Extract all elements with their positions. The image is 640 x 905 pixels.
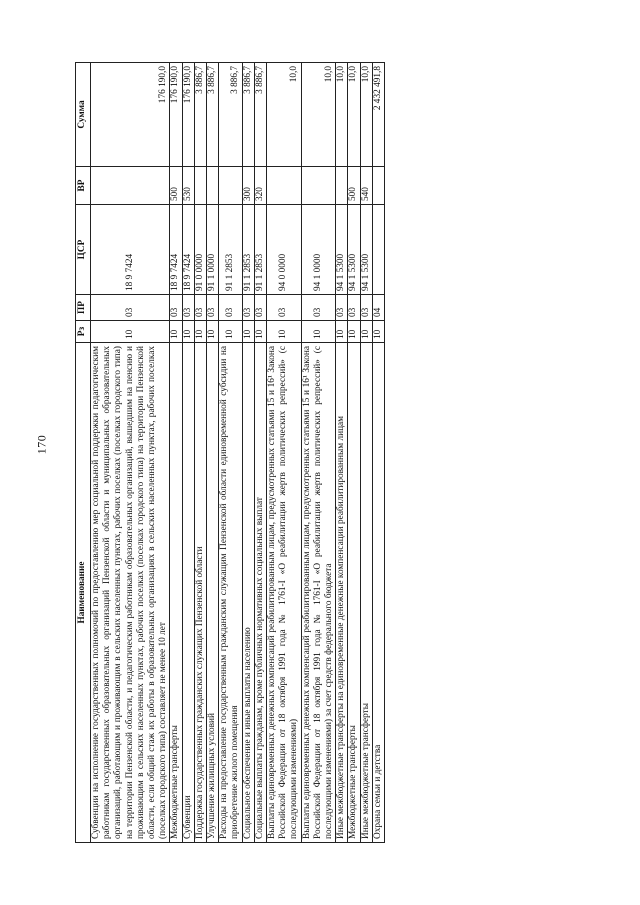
- row-sum: 3 886,7: [194, 63, 206, 167]
- row-vr: 500: [170, 167, 182, 205]
- row-rz: 10: [267, 321, 302, 343]
- table-row: [254, 63, 266, 843]
- row-sum: 10,0: [267, 63, 302, 167]
- row-rz: 10: [372, 321, 384, 343]
- row-pr: 03: [219, 295, 242, 321]
- table-row: [372, 63, 384, 843]
- row-sum: 3 886,7: [242, 63, 254, 167]
- header-pr: ПР: [76, 295, 91, 321]
- row-vr: 300: [242, 167, 254, 205]
- row-rz: 10: [242, 321, 254, 343]
- row-name: Расходы на предоставление государственным гражданским служащим Пензенской области единовременной субсидии на приобретение жилого помещения: [219, 343, 242, 843]
- table-row: [348, 63, 360, 843]
- table-row: [360, 63, 372, 843]
- row-sum: 176 190,0: [91, 63, 170, 167]
- row-vr: 530: [182, 167, 194, 205]
- table-row: [336, 63, 348, 843]
- header-csr: ЦСР: [76, 205, 91, 295]
- row-rz: 10: [182, 321, 194, 343]
- rotated-page-content: [75, 63, 567, 843]
- row-vr: 320: [254, 167, 266, 205]
- table-row: [182, 63, 194, 843]
- row-sum: 3 886,7: [219, 63, 242, 167]
- row-csr: 91 1 0000: [207, 205, 219, 295]
- row-sum: 3 886,7: [254, 63, 266, 167]
- row-sum: 10,0: [348, 63, 360, 167]
- row-name: Улучшение жилищных условий: [207, 343, 219, 843]
- row-csr: 91 1 2853: [242, 205, 254, 295]
- row-sum: 176 190,0: [170, 63, 182, 167]
- row-vr: [219, 167, 242, 205]
- row-pr: 03: [360, 295, 372, 321]
- row-name: Иные межбюджетные трансферты на единовременные денежные компенсации реабилитированным лицам: [336, 343, 348, 843]
- row-sum: 176 190,0: [182, 63, 194, 167]
- table-row: [301, 63, 336, 843]
- row-vr: [207, 167, 219, 205]
- row-name: Выплаты единовременных денежных компенсаций реабилитированным лицам, предусмотренных статьями 15 и 16¹ Закона Российской Федерации от 18 октября 1991 года № 1761-I «О реабилитации жертв политических репрессий» (с последующими изменениями): [267, 343, 302, 843]
- row-pr: 03: [182, 295, 194, 321]
- header-vr: ВР: [76, 167, 91, 205]
- row-csr: 18 9 7424: [91, 205, 170, 295]
- row-pr: 03: [348, 295, 360, 321]
- row-pr: 03: [194, 295, 206, 321]
- row-vr: [194, 167, 206, 205]
- row-rz: 10: [207, 321, 219, 343]
- row-csr: 18 9 7424: [182, 205, 194, 295]
- row-name: Межбюджетные трансферты: [348, 343, 360, 843]
- row-vr: [91, 167, 170, 205]
- row-rz: 10: [360, 321, 372, 343]
- row-rz: 10: [170, 321, 182, 343]
- row-sum: 2 432 491,8: [372, 63, 384, 167]
- row-rz: 10: [336, 321, 348, 343]
- row-csr: 91 1 2853: [254, 205, 266, 295]
- row-name: Охрана семьи и детства: [372, 343, 384, 843]
- row-sum: 10,0: [336, 63, 348, 167]
- row-csr: 94 1 5300: [348, 205, 360, 295]
- table-header-row: [76, 63, 91, 843]
- row-rz: 10: [194, 321, 206, 343]
- header-name: Наименование: [76, 343, 91, 843]
- row-name: Субвенции: [182, 343, 194, 843]
- row-pr: 03: [336, 295, 348, 321]
- row-pr: 03: [242, 295, 254, 321]
- row-pr: 03: [170, 295, 182, 321]
- row-csr: [372, 205, 384, 295]
- row-vr: 540: [360, 167, 372, 205]
- row-name: Межбюджетные трансферты: [170, 343, 182, 843]
- table-row: [207, 63, 219, 843]
- table-row: [219, 63, 242, 843]
- row-csr: 94 1 5300: [336, 205, 348, 295]
- page-number: 170: [34, 434, 49, 455]
- row-vr: [267, 167, 302, 205]
- row-name: Субвенции на исполнение государственных полномочий по предоставлению мер социальной поддержки педагогическим работникам государственных образовательных организаций Пензенской области и муниципальных образовательных организаций, работающим и проживающим в сельских населенных пунктах, рабочих поселках (поселках городского типа) на территории Пензенской области, и педагогическим работникам образовательных организаций, вышедшим на пенсию и проживающим в сельских населенных пунктах, рабочих поселках (поселках городского типа) на территории Пензенской области, если общий стаж их работы в образовательных организациях в сельских населенных пунктах, рабочих поселках (поселках городского типа) составляет не менее 10 лет: [91, 343, 170, 843]
- row-name: Социальные выплаты гражданам, кроме публичных нормативных социальных выплат: [254, 343, 266, 843]
- table-row: [267, 63, 302, 843]
- row-csr: 91 0 0000: [194, 205, 206, 295]
- row-name: Социальное обеспечение и иные выплаты населению: [242, 343, 254, 843]
- row-rz: 10: [254, 321, 266, 343]
- table-row: [91, 63, 170, 843]
- table-row: [194, 63, 206, 843]
- table-row: [170, 63, 182, 843]
- row-vr: [301, 167, 336, 205]
- row-rz: 10: [301, 321, 336, 343]
- row-csr: 18 9 7424: [170, 205, 182, 295]
- row-pr: 03: [301, 295, 336, 321]
- row-csr: 94 0 0000: [267, 205, 302, 295]
- row-csr: 94 1 0000: [301, 205, 336, 295]
- header-rz: Рз: [76, 321, 91, 343]
- row-vr: [336, 167, 348, 205]
- row-pr: 03: [254, 295, 266, 321]
- row-vr: [372, 167, 384, 205]
- row-csr: 94 1 5300: [360, 205, 372, 295]
- header-sum: Сумма: [76, 63, 91, 167]
- budget-table: [75, 62, 385, 843]
- row-sum: 10,0: [301, 63, 336, 167]
- row-csr: 91 1 2853: [219, 205, 242, 295]
- row-rz: 10: [91, 321, 170, 343]
- row-name: Выплаты единовременных денежных компенсаций реабилитированным лицам, предусмотренных статьями 15 и 16¹ Закона Российской Федерации от 18 октября 1991 года № 1761-I «О реабилитации жертв политических репрессий» (с последующими изменениями) за счет средств федерального бюджета: [301, 343, 336, 843]
- row-vr: 500: [348, 167, 360, 205]
- row-rz: 10: [348, 321, 360, 343]
- row-name: Поддержка государственных гражданских служащих Пензенской области: [194, 343, 206, 843]
- row-pr: 03: [91, 295, 170, 321]
- row-pr: 03: [207, 295, 219, 321]
- row-sum: 10,0: [360, 63, 372, 167]
- row-sum: 3 886,7: [207, 63, 219, 167]
- row-rz: 10: [219, 321, 242, 343]
- table-row: [242, 63, 254, 843]
- row-pr: 04: [372, 295, 384, 321]
- row-pr: 03: [267, 295, 302, 321]
- row-name: Иные межбюджетные трансферты: [360, 343, 372, 843]
